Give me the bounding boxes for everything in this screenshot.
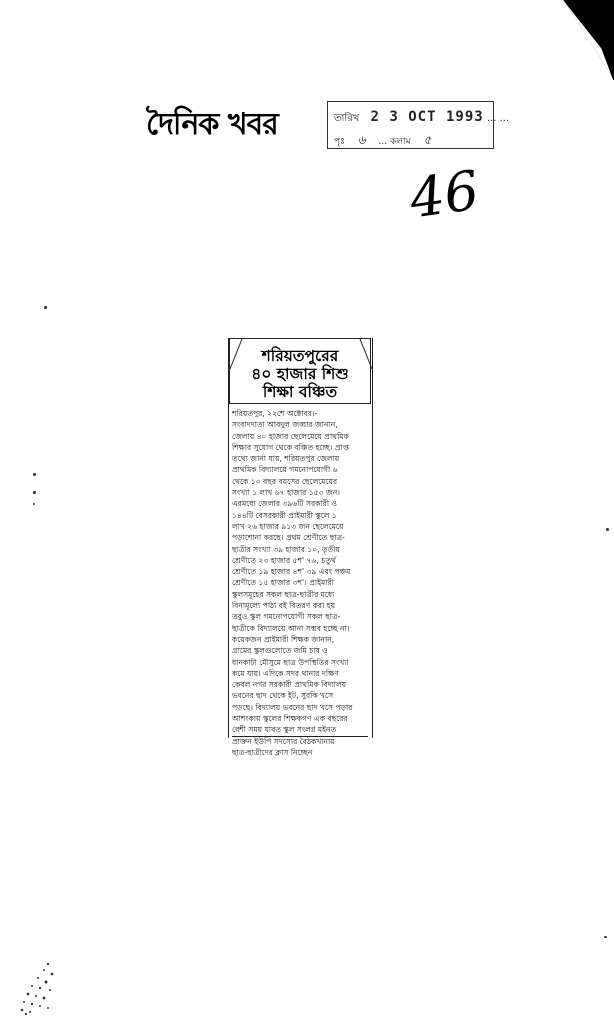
headline-box bbox=[229, 338, 371, 404]
stamp-column-label: কলাম bbox=[389, 137, 411, 147]
article-line: জেলায় ৪০ হাজার ছেলেমেয়ে প্রাথমিক bbox=[232, 431, 349, 441]
article-line: লাখ ২৬ হাজার ৯১৩ জন ছেলেমেয়ে bbox=[232, 521, 344, 531]
scan-speck bbox=[33, 473, 36, 476]
stamp-date-label: তারিখ bbox=[334, 113, 360, 124]
stamp-page-value: ৬ bbox=[357, 133, 366, 147]
article-line: আশংকায় স্কুলের শিক্ষকগণ এক বছরের bbox=[232, 714, 348, 724]
article-line: গ্রামের স্কুলগুলোতে জমি চাষ ও bbox=[232, 646, 328, 656]
scan-speck bbox=[606, 528, 609, 531]
article-line: পড়ছে। বিদ্যালয় ভবনের ছাদ খসে পড়ার bbox=[232, 702, 353, 712]
stamp-date: 2 3 OCT 1993 bbox=[370, 109, 484, 125]
article-line: এরমধ্যে জেলার ৩৯৬টি সরকারী ও bbox=[232, 499, 338, 509]
handwritten-number: 46 bbox=[405, 158, 483, 231]
article-line: বিনামূল্যে পাঠ্য বই বিতরণ করা হয় bbox=[232, 601, 336, 611]
stamp-column-value: ৫ bbox=[423, 133, 432, 147]
clipping-bottom-edge bbox=[232, 736, 368, 737]
scan-speck bbox=[44, 306, 47, 309]
folded-corner bbox=[544, 0, 614, 80]
date-stamp: তারিখ 2 3 OCT 1993 ... ... পৃঃ ৬ ... কলাম ৫ bbox=[327, 101, 494, 149]
article-headline bbox=[236, 347, 364, 401]
article-line: ভবনের ছাদ থেকে ইট, সুরকি খসে bbox=[232, 691, 334, 701]
article-line: পড়াশোনা করছে। প্রথম শ্রেণীতে ছাত্র- bbox=[232, 533, 345, 543]
article-line: কমে যায়। এদিকে সদর থানার দক্ষিণ bbox=[232, 668, 339, 678]
article-line: বেশী সময় যাবত স্কুল সংলগ্ন মইনত bbox=[232, 725, 337, 735]
article-line: শরিয়তপুর, ২২শে অক্টোবর।- bbox=[232, 409, 318, 418]
stamp-page-label: পৃঃ bbox=[334, 137, 345, 147]
article-line: থেকে ১০ বছর বয়সের ছেলেমেয়ের bbox=[232, 476, 338, 486]
article-line: সংবাদদাতা আবদুল জব্বার জানান, bbox=[232, 420, 338, 430]
article-line: প্রাথমিক বিদ্যালয়ে গমনোপযোগী ৬ bbox=[232, 465, 338, 475]
article-body bbox=[232, 408, 370, 758]
article-line: কয়েকজন প্রাইমারী শিক্ষক জানান, bbox=[232, 634, 335, 644]
article-line: ছাত্রীকে বিদ্যালয়ে আনা সম্ভব হচ্ছে না। bbox=[232, 623, 350, 633]
scan-speck bbox=[33, 503, 35, 505]
headline-line: ৪০ হাজার শিশু bbox=[251, 365, 349, 383]
article-line: ধানকাটা মৌসুমে ছাত্র উপস্থিতির সংখ্যা bbox=[232, 657, 349, 667]
scan-noise bbox=[18, 958, 58, 1016]
article-line: ১৪৪টি বেসরকারী প্রাইমারী স্কুলে ১ bbox=[232, 510, 337, 520]
newspaper-masthead: দৈনিক খবর bbox=[146, 107, 278, 142]
article-line: শিক্ষার সুযোগ থেকে বঞ্চিত হচ্ছে। প্রাপ্ত bbox=[232, 442, 350, 452]
article-line: সংখ্যা ১ লাখ ৬৭ হাজার ১৫৩ জন। bbox=[232, 488, 341, 498]
article-line: শ্রেণীতে ১৯ হাজার ৪শ' ৩৯ এবং পঞ্চম bbox=[232, 567, 351, 577]
article-line: তথ্যে জানা যায়, শরিয়তপুর জেলায় bbox=[232, 454, 340, 464]
article-line: স্কুলসমূহের সকল ছাত্র-ছাত্রীর মধ্যে bbox=[232, 589, 335, 599]
headline-line: শিক্ষা বঞ্চিত bbox=[262, 383, 338, 401]
article-line: শ্রেণীতে ১৫ হাজার ৩শ'। প্রাইমারী bbox=[232, 578, 334, 588]
news-clipping bbox=[228, 338, 373, 757]
article-line: শ্রেণীতে ২৩ হাজার ৫শ' ৭৬, চতুর্থ bbox=[232, 555, 336, 565]
article-line: কেবল নগর সরকারী প্রাথমিক বিদ্যালয় bbox=[232, 680, 347, 690]
article-line: তবুও স্কুল গমনোপযোগী সকল ছাত্র- bbox=[232, 612, 341, 622]
article-line: ছাত্রীর সংখ্যা ৩৯ হাজার ১০, তৃতীয় bbox=[232, 544, 341, 554]
article-line: ছাত্র-ছাত্রীদের ক্লাস নিচ্ছেন bbox=[232, 747, 313, 757]
scan-speck bbox=[604, 936, 607, 938]
headline-line: শরিয়তপুরের bbox=[261, 347, 339, 365]
article-line: প্রাক্তন ইউপি সদস্যের বৈঠকখানায় bbox=[232, 736, 335, 746]
scan-speck bbox=[33, 491, 36, 494]
